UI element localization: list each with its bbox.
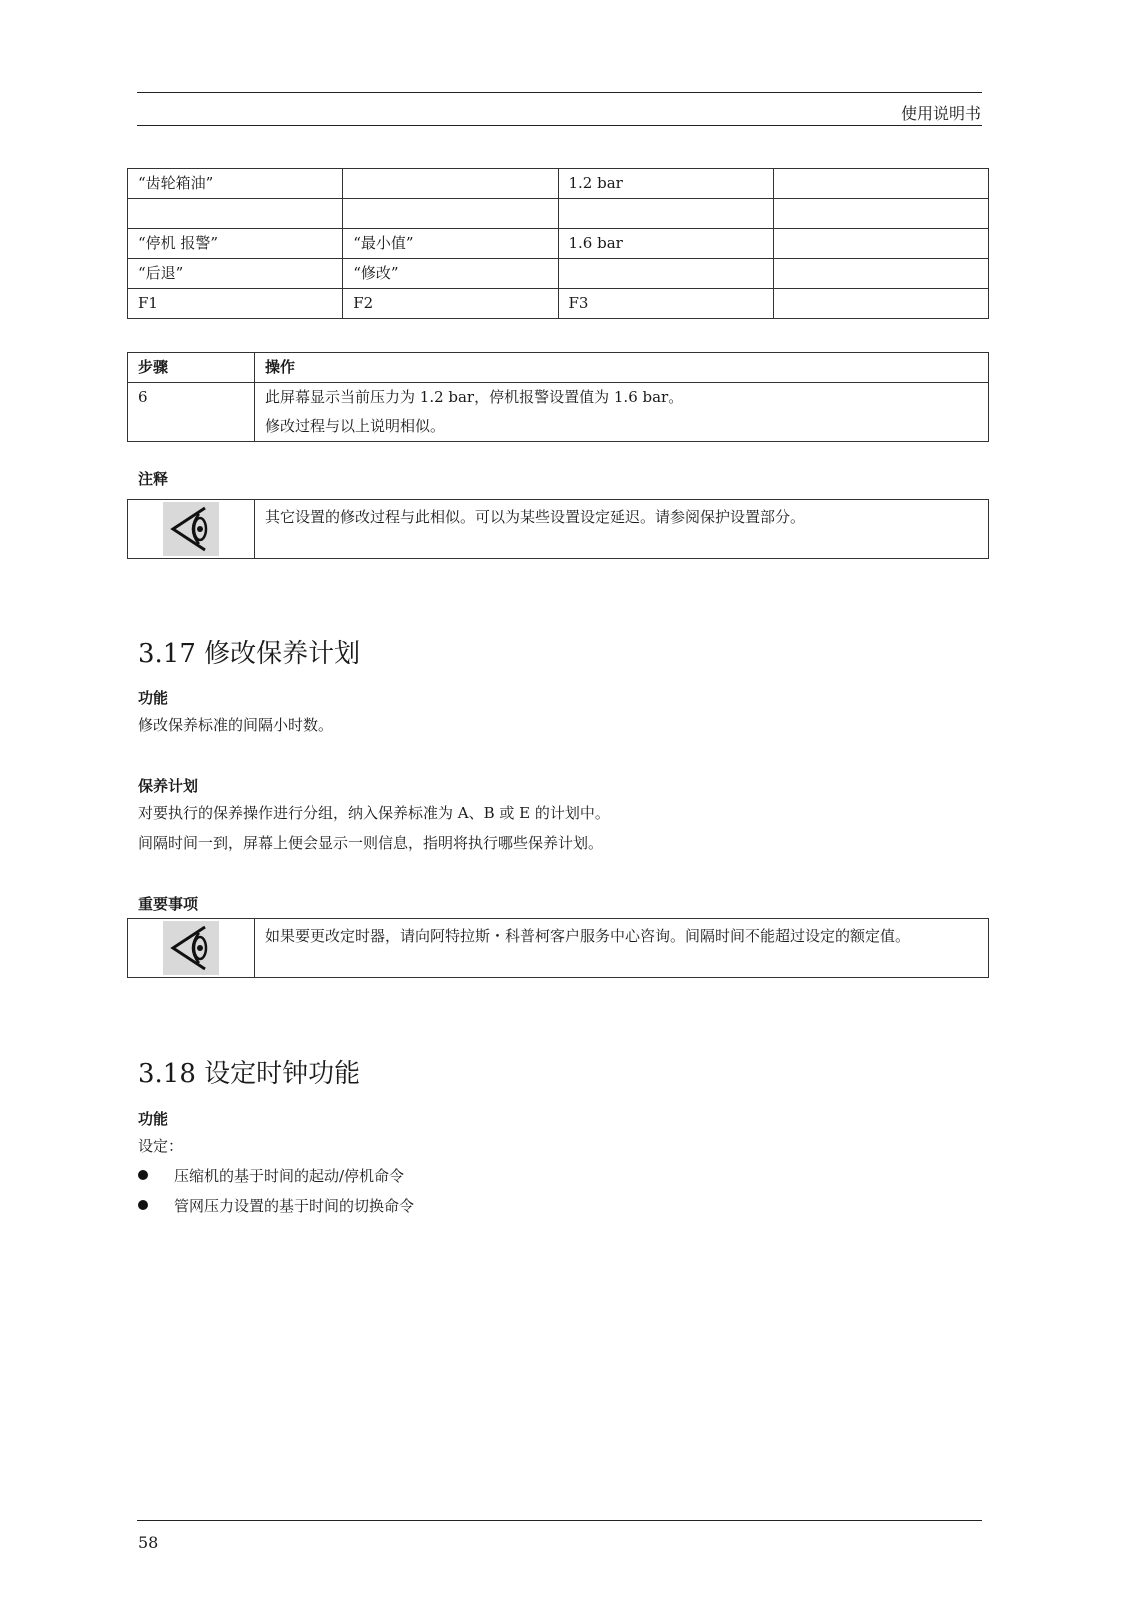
note-label: 注释 bbox=[138, 470, 169, 488]
step-action bbox=[255, 383, 989, 442]
bullet-item bbox=[138, 1161, 404, 1191]
screen-cell bbox=[558, 199, 773, 229]
screen-cell: “最小值” bbox=[343, 229, 558, 259]
important-box bbox=[127, 918, 989, 978]
screen-cell bbox=[773, 229, 988, 259]
note-icon-cell bbox=[128, 500, 255, 559]
screen-cell: “齿轮箱油” bbox=[128, 169, 343, 199]
step-action-line2: 修改过程与以上说明相似。 bbox=[265, 417, 446, 435]
step-action-line1: 此屏幕显示当前压力为 1.2 bar，停机报警设置值为 1.6 bar。 bbox=[265, 388, 684, 406]
screen-cell bbox=[773, 169, 988, 199]
bullet-item bbox=[138, 1191, 414, 1221]
step-table bbox=[127, 352, 989, 442]
screen-cell bbox=[128, 199, 343, 229]
screen-row bbox=[128, 289, 989, 319]
screen-row bbox=[128, 169, 989, 199]
maintenance-plan-label: 保养计划 bbox=[138, 777, 199, 795]
footer-rule bbox=[137, 1520, 982, 1521]
important-icon-cell bbox=[128, 919, 255, 978]
screen-cell bbox=[343, 169, 558, 199]
header-rule-bottom bbox=[137, 125, 982, 126]
step-header: 步骤 bbox=[128, 353, 255, 383]
bullet-dot-icon bbox=[138, 1170, 148, 1180]
screen-cell bbox=[558, 259, 773, 289]
header-rule-top bbox=[137, 92, 982, 93]
action-header: 操作 bbox=[255, 353, 989, 383]
section-3-17-function-label: 功能 bbox=[138, 689, 169, 707]
screen-cell: 1.6 bar bbox=[558, 229, 773, 259]
screen-cell: “停机 报警” bbox=[128, 229, 343, 259]
eye-icon bbox=[163, 921, 219, 975]
section-3-18-title: 3.18 设定时钟功能 bbox=[138, 1059, 361, 1089]
section-3-17-function-text: 修改保养标准的间隔小时数。 bbox=[138, 716, 334, 734]
screen-cell bbox=[773, 199, 988, 229]
screen-display-table bbox=[127, 168, 989, 319]
header-title: 使用说明书 bbox=[900, 104, 981, 123]
note-text: 其它设置的修改过程与此相似。可以为某些设置设定延迟。请参阅保护设置部分。 bbox=[255, 500, 989, 559]
screen-cell bbox=[343, 199, 558, 229]
step-number: 6 bbox=[128, 383, 255, 442]
bullet-text: 压缩机的基于时间的起动/停机命令 bbox=[174, 1167, 405, 1185]
note-box bbox=[127, 499, 989, 559]
maintenance-plan-line2: 间隔时间一到，屏幕上便会显示一则信息，指明将执行哪些保养计划。 bbox=[138, 834, 604, 852]
screen-cell: “后退” bbox=[128, 259, 343, 289]
section-3-17-title: 3.17 修改保养计划 bbox=[138, 639, 361, 669]
maintenance-plan-line1: 对要执行的保养操作进行分组，纳入保养标准为 A、B 或 E 的计划中。 bbox=[138, 804, 610, 822]
page-number: 58 bbox=[138, 1533, 159, 1552]
screen-row bbox=[128, 259, 989, 289]
screen-cell bbox=[773, 289, 988, 319]
screen-row bbox=[128, 199, 989, 229]
screen-row bbox=[128, 229, 989, 259]
step-row bbox=[128, 383, 989, 442]
screen-cell: “修改” bbox=[343, 259, 558, 289]
screen-cell bbox=[773, 259, 988, 289]
bullet-text: 管网压力设置的基于时间的切换命令 bbox=[174, 1197, 415, 1215]
screen-cell: F1 bbox=[128, 289, 343, 319]
eye-icon bbox=[163, 502, 219, 556]
section-3-18-intro: 设定： bbox=[138, 1137, 184, 1155]
screen-cell: 1.2 bar bbox=[558, 169, 773, 199]
bullet-dot-icon bbox=[138, 1200, 148, 1210]
screen-cell: F2 bbox=[343, 289, 558, 319]
step-table-header bbox=[128, 353, 989, 383]
important-label: 重要事项 bbox=[138, 895, 199, 913]
section-3-18-function-label: 功能 bbox=[138, 1110, 169, 1128]
screen-cell: F3 bbox=[558, 289, 773, 319]
important-text: 如果要更改定时器，请向阿特拉斯・科普柯客户服务中心咨询。间隔时间不能超过设定的额定值。 bbox=[255, 919, 989, 978]
